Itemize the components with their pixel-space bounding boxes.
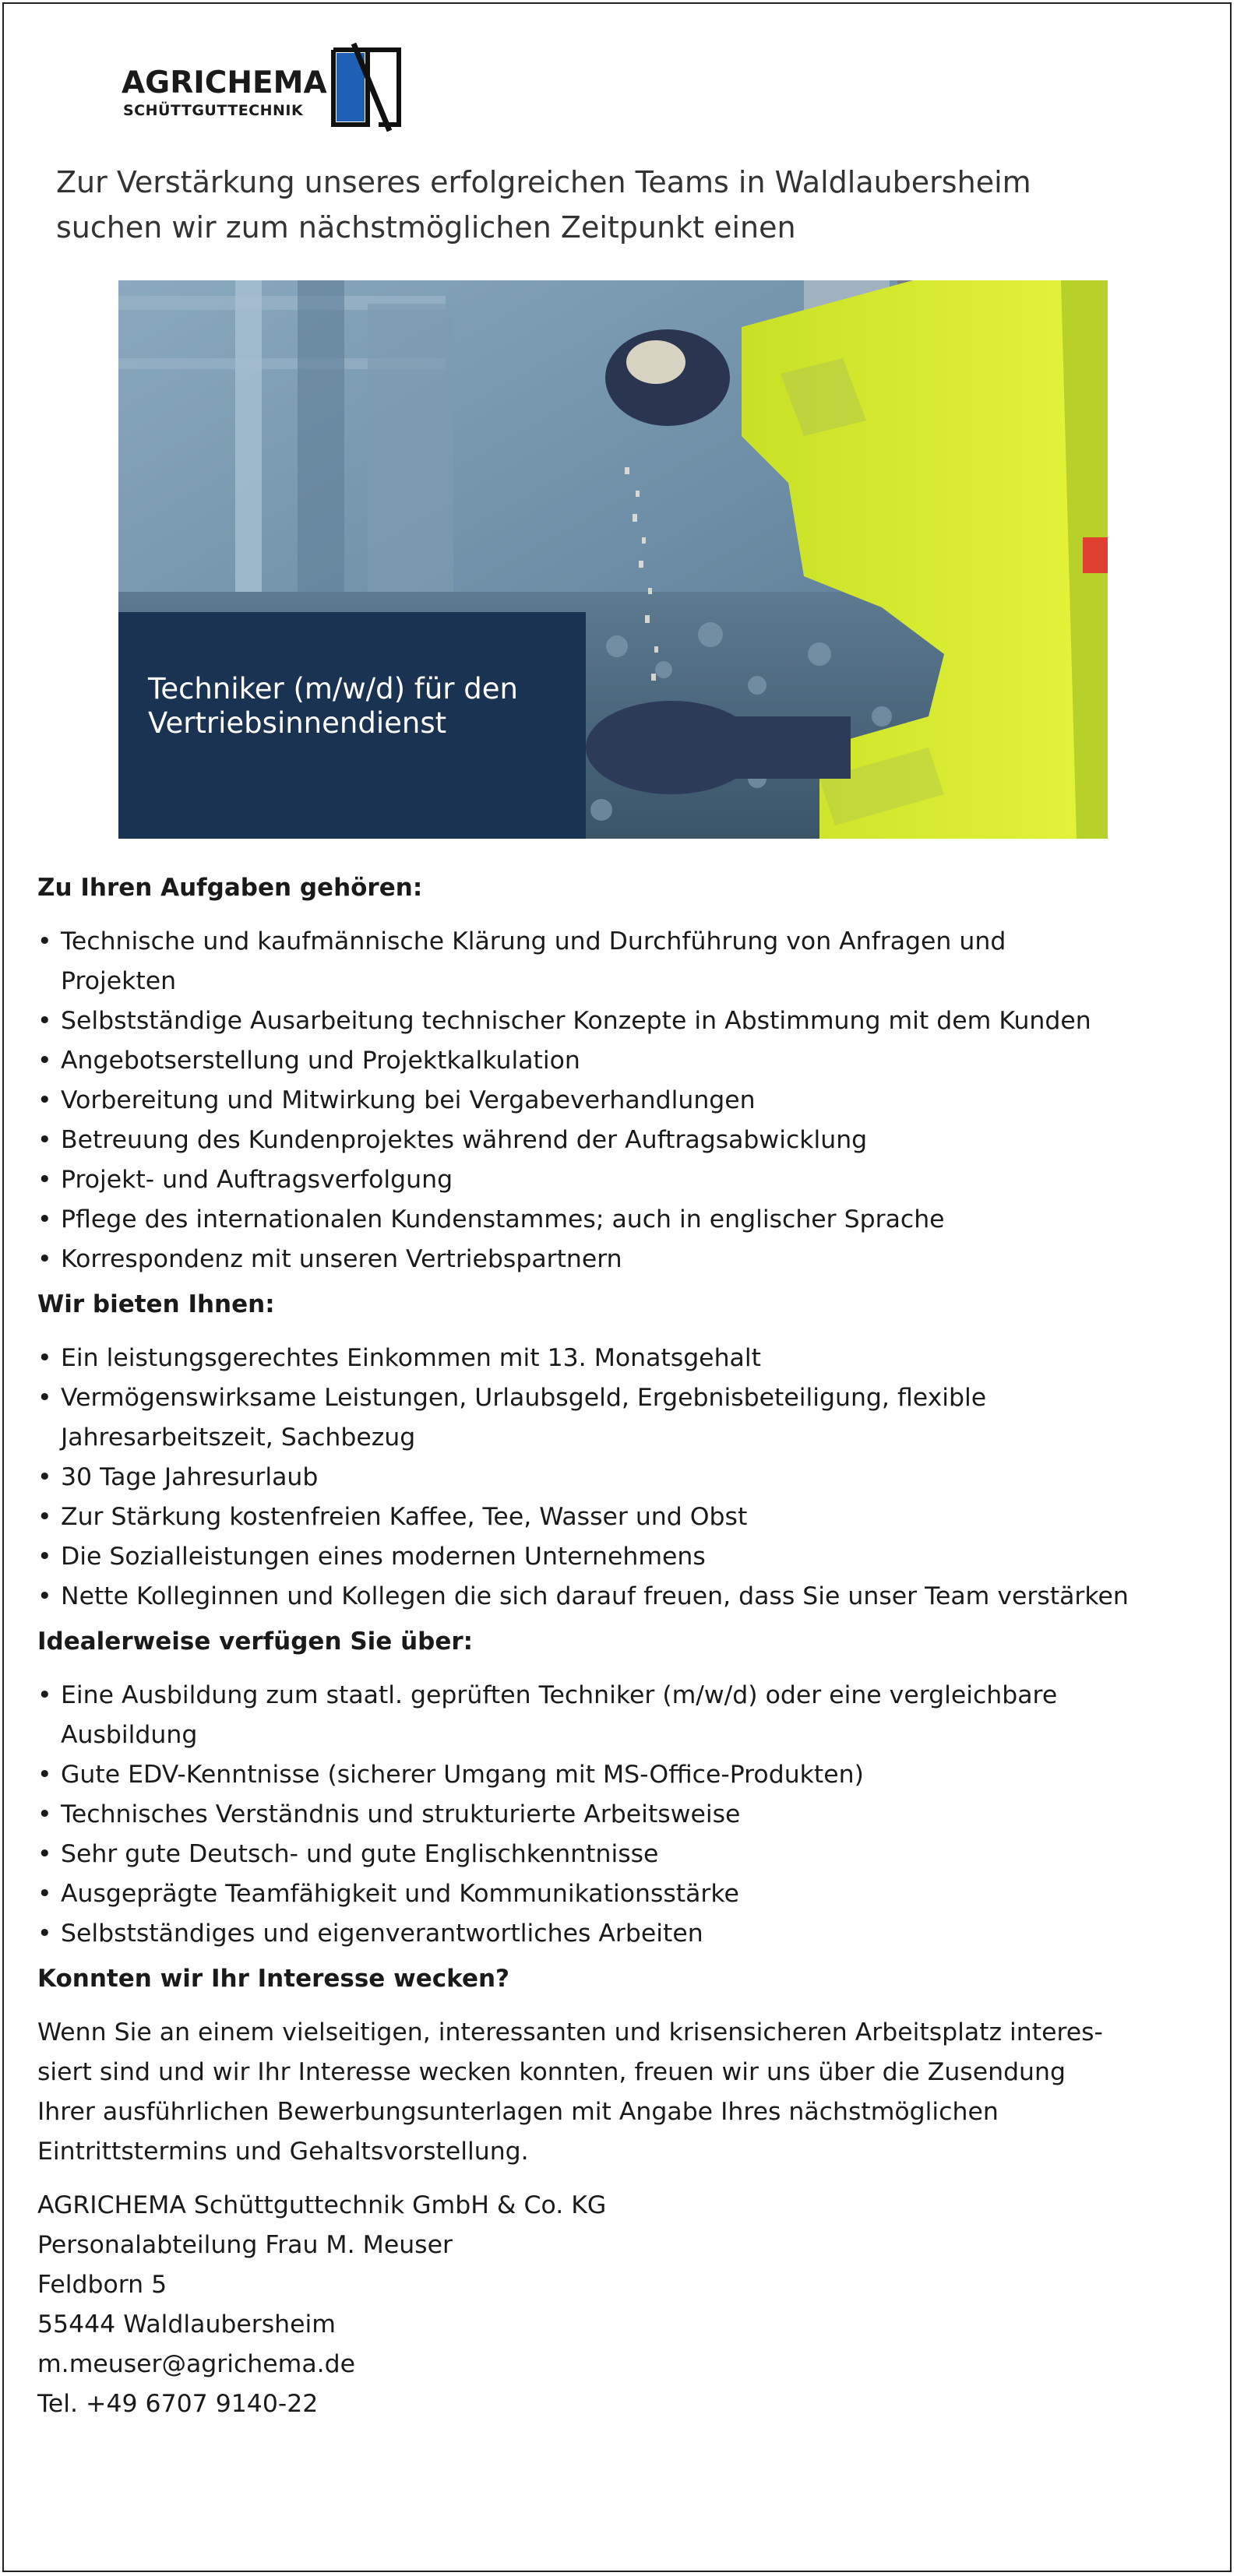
hero-image (118, 280, 1108, 839)
tasks-heading: Zu Ihren Aufgaben gehören: (37, 874, 423, 902)
list-item: • Selbstständiges und eigenverantwortliches Arbeiten (37, 1920, 703, 1948)
intro-text (56, 160, 1178, 250)
list-item: • Korrespondenz mit unseren Vertriebspartnern (37, 1245, 622, 1273)
contact-department: Personalabteilung Frau M. Meuser (37, 2231, 453, 2259)
contact-city: 55444 Waldlaubersheim (37, 2310, 336, 2338)
intro-line-2: suchen wir zum nächstmöglichen Zeitpunkt einen (56, 210, 796, 245)
list-item: • Nette Kolleginnen und Kollegen die sich darauf freuen, dass Sie unser Team verstärken (37, 1582, 1129, 1610)
list-item: • Selbstständige Ausarbeitung technischer Konzepte in Abstimmung mit dem Kunden (37, 1007, 1091, 1035)
list-item: • Technische und kaufmännische Klärung und Durchführung von Anfragen und Projekten (37, 927, 1006, 995)
contact-block (37, 2186, 1206, 2424)
hero-photo (118, 280, 1108, 839)
hero-title (148, 672, 569, 741)
list-item: • Die Sozialleistungen eines modernen Unternehmens (37, 1543, 706, 1571)
profile-heading: Idealerweise verfügen Sie über: (37, 1628, 474, 1656)
intro-line-1: Zur Verstärkung unseres erfolgreichen Teams in Waldlaubersheim (56, 165, 1031, 199)
list-item: • Betreuung des Kundenprojektes während der Auftragsabwicklung (37, 1126, 868, 1154)
interest-section (37, 1962, 1206, 2172)
list-item: • Gute EDV-Kenntnisse (sicherer Umgang mit MS-Office-Produkten) (37, 1761, 864, 1789)
list-item: • Angebotserstellung und Projektkalkulation (37, 1047, 580, 1075)
list-item: • Ausgeprägte Teamfähigkeit und Kommunikationsstärke (37, 1880, 739, 1908)
offer-heading: Wir bieten Ihnen: (37, 1290, 275, 1318)
logo-mark-icon (330, 42, 402, 132)
list-item: • Technisches Verständnis und strukturierte Arbeitsweise (37, 1800, 741, 1828)
contact-company: AGRICHEMA Schüttguttechnik GmbH & Co. KG (37, 2191, 607, 2219)
tasks-section (37, 871, 1206, 1279)
contact-phone[interactable]: Tel. +49 6707 9140-22 (37, 2390, 319, 2418)
hero-title-line-1: Techniker (m/w/d) für den (148, 672, 518, 706)
list-item: • Vermögenswirksame Leistungen, Urlaubsgeld, Ergebnisbeteiligung, flexible Jahresarbeitszeit, Sachbezug (37, 1384, 987, 1452)
offer-section (37, 1287, 1206, 1617)
list-item: • Vorbereitung und Mitwirkung bei Vergabeverhandlungen (37, 1086, 756, 1114)
profile-section (37, 1624, 1206, 1954)
contact-email[interactable]: m.meuser@agrichema.de (37, 2350, 356, 2378)
company-logo (122, 42, 402, 134)
tasks-list (37, 922, 1206, 1279)
offer-list (37, 1339, 1206, 1617)
job-details (37, 871, 1206, 2424)
list-item: • Sehr gute Deutsch- und gute Englischkenntnisse (37, 1840, 659, 1868)
list-item: • Projekt- und Auftragsverfolgung (37, 1166, 453, 1194)
list-item: • 30 Tage Jahresurlaub (37, 1463, 319, 1491)
interest-paragraph: Wenn Sie an einem vielseitigen, interessanten und krisensicheren Arbeitsplatz interes- siert sind und wir Ihr Interesse wecken konnten, freuen wir uns über die Zusendung Ihrer ausführlichen Bewerbungsunterlagen mit Angabe Ihres nächstmöglichen Eintrittstermins und Gehaltsvorstellung. (37, 2018, 1103, 2166)
interest-heading: Konnten wir Ihr Interesse wecken? (37, 1965, 510, 1993)
logo-name: AGRICHEMA (122, 65, 327, 100)
list-item: • Zur Stärkung kostenfreien Kaffee, Tee, Wasser und Obst (37, 1503, 748, 1531)
logo-subtitle: SCHÜTTGUTTECHNIK (123, 102, 304, 119)
list-item: • Pflege des internationalen Kundenstammes; auch in englischer Sprache (37, 1205, 945, 1233)
profile-list (37, 1676, 1206, 1954)
hero-title-line-2: Vertriebsinnendienst (148, 706, 447, 740)
contact-street: Feldborn 5 (37, 2271, 167, 2299)
list-item: • Eine Ausbildung zum staatl. geprüften Techniker (m/w/d) oder eine vergleichbare Ausbildung (37, 1681, 1058, 1749)
list-item: • Ein leistungsgerechtes Einkommen mit 13. Monatsgehalt (37, 1344, 761, 1372)
